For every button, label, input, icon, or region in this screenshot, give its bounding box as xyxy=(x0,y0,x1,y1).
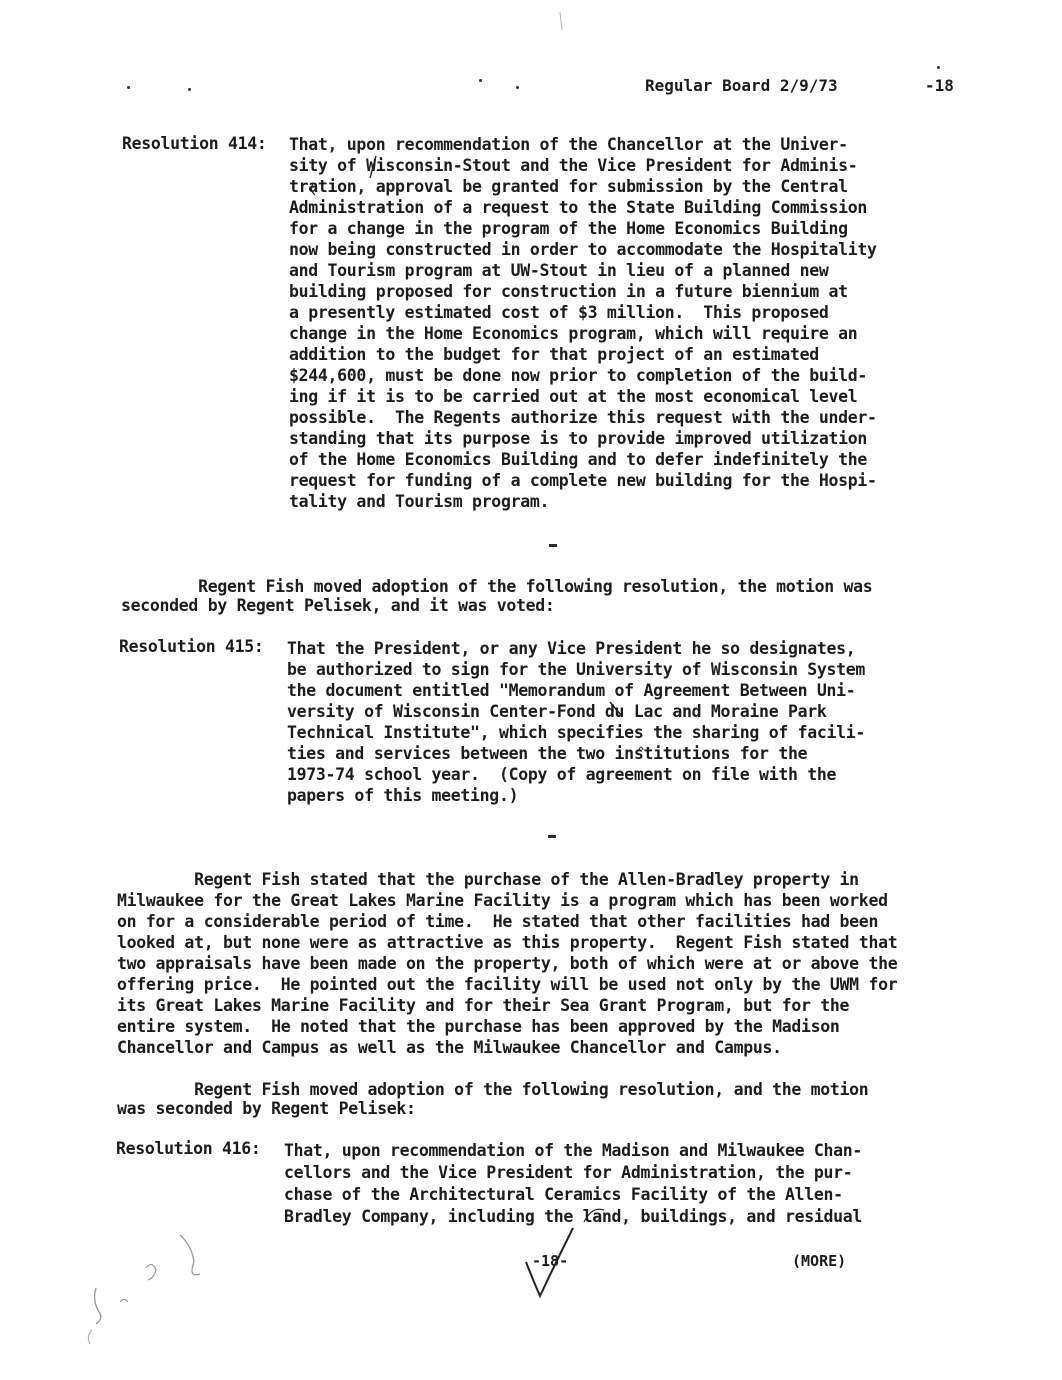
statement-line: its Great Lakes Marine Facility and for their Sea Grant Program, but for the xyxy=(117,996,850,1015)
statement-line: entire system. He noted that the purchase has been approved by the Madison xyxy=(117,1017,840,1036)
scan-speck xyxy=(516,86,519,89)
resolution-414-line: and Tourism program at UW-Stout in lieu of a planned new xyxy=(289,261,829,280)
section-divider xyxy=(549,544,557,547)
statement-line: looked at, but none were as attractive as this property. Regent Fish stated that xyxy=(117,933,898,952)
resolution-414-line: tration, approval be granted for submission by the Central xyxy=(289,177,848,196)
resolution-414-label: Resolution 414: xyxy=(122,134,267,153)
resolution-414-line: ing if it is to be carried out at the most economical level xyxy=(289,387,858,406)
resolution-415-label: Resolution 415: xyxy=(119,637,264,656)
resolution-414-line: Administration of a request to the State Building Commission xyxy=(289,198,868,217)
resolution-415-line: That the President, or any Vice President he so designates, xyxy=(287,639,856,658)
resolution-415-line: Technical Institute", which specifies the sharing of facili- xyxy=(287,723,866,742)
resolution-414-line: $244,600, must be done now prior to completion of the build- xyxy=(289,366,868,385)
scan-speck xyxy=(479,79,482,82)
motion-line: was seconded by Regent Pelisek: xyxy=(117,1099,416,1118)
resolution-414-line: sity of Wisconsin-Stout and the Vice President for Adminis- xyxy=(289,156,858,175)
resolution-414-line: addition to the budget for that project of an estimated xyxy=(289,345,819,364)
resolution-415-line: 1973-74 school year. (Copy of agreement on file with the xyxy=(287,765,837,784)
resolution-414-line: That, upon recommendation of the Chancellor at the Univer- xyxy=(289,135,848,154)
resolution-415-line: papers of this meeting.) xyxy=(287,786,519,805)
header-title: Regular Board 2/9/73 xyxy=(645,76,838,95)
resolution-415-line: ties and services between the two institutions for the xyxy=(287,744,808,763)
resolution-414-line: possible. The Regents authorize this request with the under- xyxy=(289,408,877,427)
footer-page-number: -18- xyxy=(532,1252,569,1270)
resolution-414-line: of the Home Economics Building and to defer indefinitely the xyxy=(289,450,868,469)
resolution-414-line: tality and Tourism program. xyxy=(289,492,550,511)
resolution-414-line: request for funding of a complete new building for the Hospi- xyxy=(289,471,877,490)
scan-speck xyxy=(188,88,191,91)
header-page-number: -18 xyxy=(925,76,954,95)
resolution-414-line: standing that its purpose is to provide improved utilization xyxy=(289,429,868,448)
statement-line: Chancellor and Campus as well as the Milwaukee Chancellor and Campus. xyxy=(117,1038,782,1057)
resolution-416-line: cellors and the Vice President for Administration, the pur- xyxy=(284,1163,853,1182)
resolution-414-line: now being constructed in order to accommodate the Hospitality xyxy=(289,240,877,259)
section-divider xyxy=(548,835,556,838)
resolution-416-line: That, upon recommendation of the Madison and Milwaukee Chan- xyxy=(284,1141,863,1160)
resolution-414-line: building proposed for construction in a future biennium at xyxy=(289,282,848,301)
statement-line: on for a considerable period of time. He stated that other facilities had been xyxy=(117,912,879,931)
resolution-414-line: change in the Home Economics program, which will require an xyxy=(289,324,858,343)
statement-line: offering price. He pointed out the facility will be used not only by the UWM for xyxy=(117,975,898,994)
motion-line: seconded by Regent Pelisek, and it was voted: xyxy=(121,596,555,615)
resolution-415-line: the document entitled "Memorandum of Agreement Between Uni- xyxy=(287,681,856,700)
resolution-415-line: be authorized to sign for the University of Wisconsin System xyxy=(287,660,866,679)
scan-speck xyxy=(127,86,130,89)
resolution-416-label: Resolution 416: xyxy=(116,1139,261,1158)
footer-more-label: (MORE) xyxy=(792,1252,847,1270)
scan-speck xyxy=(937,66,940,69)
motion-line: Regent Fish moved adoption of the following resolution, the motion was xyxy=(121,577,873,596)
motion-line: Regent Fish moved adoption of the following resolution, and the motion xyxy=(117,1080,869,1099)
resolution-414-line: a presently estimated cost of $3 million. This proposed xyxy=(289,303,829,322)
resolution-416-line: chase of the Architectural Ceramics Facility of the Allen- xyxy=(284,1185,843,1204)
resolution-416-line: Bradley Company, including the land, buildings, and residual xyxy=(284,1207,863,1226)
resolution-415-line: versity of Wisconsin Center-Fond du Lac and Moraine Park xyxy=(287,702,827,721)
statement-line: two appraisals have been made on the property, both of which were at or above the xyxy=(117,954,898,973)
statement-line: Regent Fish stated that the purchase of the Allen-Bradley property in xyxy=(117,870,859,889)
statement-line: Milwaukee for the Great Lakes Marine Facility is a program which has been worked xyxy=(117,891,888,910)
resolution-414-line: for a change in the program of the Home Economics Building xyxy=(289,219,848,238)
